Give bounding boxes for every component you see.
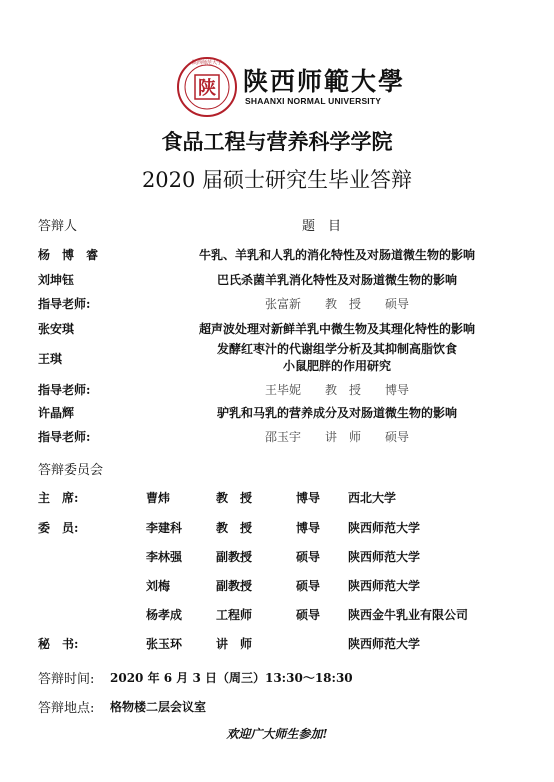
col-header-defender: 答辩人 bbox=[38, 219, 78, 234]
advisor-label: 指导老师: bbox=[38, 297, 91, 311]
seal-text: 陕西师范大学 bbox=[191, 60, 223, 66]
committee-org: 陕西师范大学 bbox=[348, 521, 421, 535]
place-value: 格物楼二层会议室 bbox=[110, 700, 207, 714]
event-title: 2020 届硕士研究生毕业答辩 bbox=[141, 168, 413, 192]
committee-tutor: 硕导 bbox=[296, 608, 321, 622]
committee-org: 陕西金牛乳业有限公司 bbox=[348, 608, 469, 622]
committee-org: 陕西师范大学 bbox=[348, 550, 421, 564]
committee-tutor: 博导 bbox=[296, 491, 321, 505]
committee-org: 陕西师范大学 bbox=[348, 579, 421, 593]
committee-name: 李林强 bbox=[146, 550, 183, 564]
thesis-title: 驴乳和马乳的营养成分及对肠道微生物的影响 bbox=[216, 406, 457, 420]
advisor-info: 张富新 教 授 硕导 bbox=[264, 297, 409, 311]
committee-rank: 副教授 bbox=[216, 579, 253, 593]
committee-name: 杨孝成 bbox=[146, 608, 183, 622]
time-label: 答辩时间: bbox=[38, 672, 95, 687]
defender-name: 张安琪 bbox=[38, 322, 75, 336]
committee-role: 主 席: bbox=[38, 491, 79, 505]
advisor-label: 指导老师: bbox=[38, 430, 91, 444]
committee-role: 委 员: bbox=[38, 521, 79, 535]
advisor-info: 邵玉宇 讲 师 硕导 bbox=[264, 430, 409, 444]
advisor-label: 指导老师: bbox=[38, 383, 91, 397]
committee-tutor: 硕导 bbox=[296, 550, 321, 564]
thesis-title: 超声波处理对新鲜羊乳中微生物及其理化特性的影响 bbox=[198, 322, 475, 336]
committee-name: 刘梅 bbox=[146, 579, 171, 593]
seal-char: 陕 bbox=[198, 78, 216, 99]
committee-tutor: 硕导 bbox=[296, 579, 321, 593]
committee-name: 李建科 bbox=[146, 521, 183, 535]
thesis-title: 巴氏杀菌羊乳消化特性及对肠道微生物的影响 bbox=[216, 273, 457, 287]
defender-name: 刘坤钰 bbox=[38, 273, 75, 287]
university-seal-logo bbox=[176, 56, 238, 118]
committee-tutor: 博导 bbox=[296, 521, 321, 535]
committee-role: 秘 书: bbox=[38, 637, 79, 651]
committee-org: 陕西师范大学 bbox=[348, 637, 421, 651]
defender-name: 王琪 bbox=[38, 352, 63, 366]
committee-rank: 副教授 bbox=[216, 550, 253, 564]
advisor-info: 王毕妮 教 授 博导 bbox=[264, 383, 409, 397]
defender-name: 许晶辉 bbox=[38, 406, 75, 420]
committee-name: 曹炜 bbox=[146, 491, 171, 505]
university-name-en: SHAANXI NORMAL UNIVERSITY bbox=[245, 96, 382, 106]
thesis-title: 牛乳、羊乳和人乳的消化特性及对肠道微生物的影响 bbox=[198, 248, 475, 262]
committee-rank: 教 授 bbox=[216, 491, 253, 505]
committee-heading: 答辩委员会 bbox=[38, 463, 104, 478]
committee-name: 张玉环 bbox=[146, 637, 183, 651]
committee-org: 西北大学 bbox=[348, 491, 397, 505]
college-title: 食品工程与营养科学学院 bbox=[161, 129, 393, 154]
committee-rank: 教 授 bbox=[216, 521, 253, 535]
committee-rank: 工程师 bbox=[216, 608, 253, 622]
col-header-title: 题 目 bbox=[302, 219, 342, 234]
committee-rank: 讲 师 bbox=[216, 637, 253, 651]
time-value: 2020 年 6 月 3 日（周三）13:30～18:30 bbox=[110, 671, 353, 685]
welcome-note: 欢迎广大师生参加! bbox=[226, 727, 328, 741]
thesis-title-line2: 小鼠肥胖的作用研究 bbox=[282, 359, 391, 373]
place-label: 答辩地点: bbox=[38, 701, 95, 716]
defender-name: 杨 博 睿 bbox=[38, 248, 99, 262]
university-name-cn: 陕西师範大學 bbox=[243, 67, 406, 96]
thesis-title-line1: 发酵红枣汁的代谢组学分析及其抑制高脂饮食 bbox=[216, 342, 457, 356]
